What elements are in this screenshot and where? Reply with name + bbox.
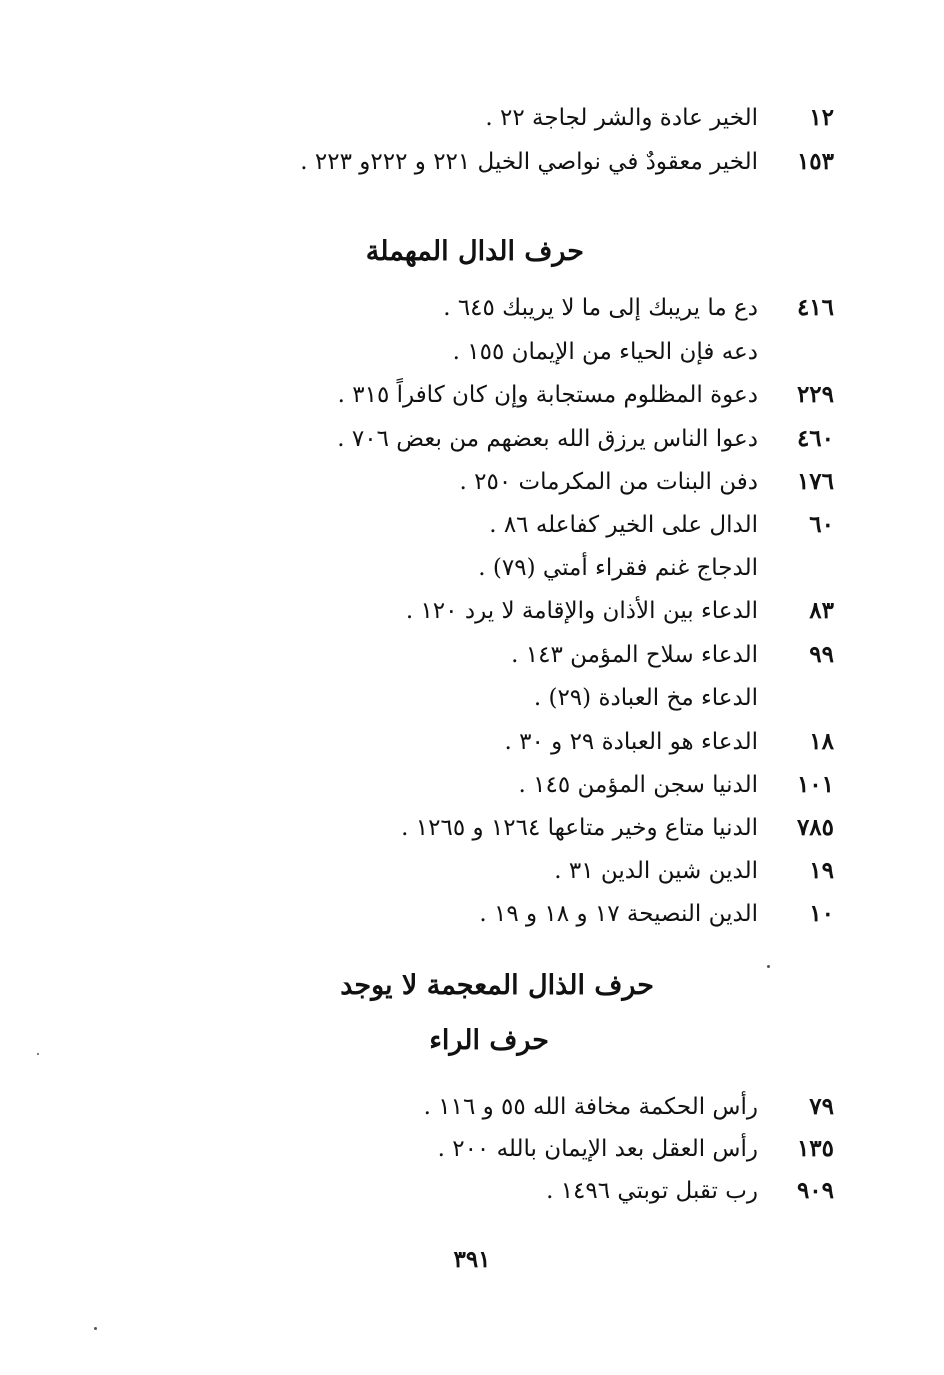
section-heading: حرف الراء	[429, 1025, 549, 1056]
entry-text: الخير عادة والشر لجاجة ٢٢ .	[485, 105, 758, 131]
entry-text: الدين النصيحة ١٧ و ١٨ و ١٩ .	[479, 901, 758, 927]
entry-number: ٧٨٥	[796, 814, 834, 841]
list-item	[114, 293, 834, 323]
list-item	[114, 510, 834, 540]
entry-text: الدعاء مخ العبادة (٢٩) .	[533, 685, 758, 711]
list-item	[114, 596, 834, 626]
list-item	[114, 727, 834, 757]
scan-speck	[94, 1327, 97, 1330]
entry-number: ١٩	[809, 857, 834, 884]
entry-text: دعوة المظلوم مستجابة وإن كان كافراً ٣١٥ .	[337, 382, 758, 408]
list-item	[114, 1176, 834, 1206]
list-item	[114, 424, 834, 454]
section-heading: حرف الذال المعجمة لا يوجد	[340, 970, 654, 1001]
entry-text: الدنيا متاع وخير متاعها ١٢٦٤ و ١٢٦٥ .	[401, 815, 758, 841]
list-item	[114, 147, 834, 177]
list-item	[114, 856, 834, 886]
entry-text: دعه فإن الحياء من الإيمان ١٥٥ .	[452, 339, 758, 365]
page-number: ٣٩١	[453, 1246, 491, 1273]
entry-text: رأس العقل بعد الإيمان بالله ٢٠٠ .	[437, 1136, 758, 1162]
entry-number: ١٠	[809, 900, 834, 927]
list-item	[114, 683, 834, 713]
entry-number: ١٨	[809, 728, 834, 755]
entry-text: دفن البنات من المكرمات ٢٥٠ .	[459, 469, 758, 495]
entry-text: الدعاء بين الأذان والإقامة لا يرد ١٢٠ .	[405, 598, 758, 624]
list-item	[114, 813, 834, 843]
list-item	[114, 380, 834, 410]
entry-text: دعوا الناس يرزق الله بعضهم من بعض ٧٠٦ .	[337, 426, 758, 452]
entry-number: ١٢	[809, 104, 834, 131]
entry-number: ٩٩	[809, 641, 834, 668]
entry-text: الدعاء سلاح المؤمن ١٤٣ .	[511, 642, 758, 668]
entry-number: ١٣٥	[796, 1135, 834, 1162]
entry-number: ٧٩	[809, 1093, 834, 1120]
list-item	[114, 640, 834, 670]
entry-number: ٦٠	[809, 511, 834, 538]
list-item	[114, 467, 834, 497]
entry-number: ٤٦٠	[796, 425, 834, 452]
entry-number: ٢٢٩	[796, 381, 834, 408]
entry-number: ٨٣	[809, 597, 834, 624]
section-heading: حرف الدال المهملة	[365, 236, 584, 267]
entry-number: ١٥٣	[796, 148, 834, 175]
entry-number: ١٧٦	[796, 468, 834, 495]
entry-text: دع ما يريبك إلى ما لا يريبك ٦٤٥ .	[443, 295, 758, 321]
list-item	[114, 1134, 834, 1164]
entry-text: الخير معقودٌ في نواصي الخيل ٢٢١ و ٢٢٢و ٢٢٣ .	[300, 149, 758, 175]
entry-text: رأس الحكمة مخافة الله ٥٥ و ١١٦ .	[423, 1094, 758, 1120]
entry-number: ٤١٦	[796, 294, 834, 321]
scan-speck	[767, 965, 770, 968]
entry-text: رب تقبل توبتي ١٤٩٦ .	[546, 1178, 758, 1204]
list-item	[114, 553, 834, 583]
scan-speck	[37, 1053, 39, 1055]
list-item	[114, 337, 834, 367]
entry-text: الدعاء هو العبادة ٢٩ و ٣٠ .	[504, 729, 758, 755]
entry-text: الدين شين الدين ٣١ .	[554, 858, 758, 884]
list-item	[114, 899, 834, 929]
list-item	[114, 770, 834, 800]
entry-text: الدجاج غنم فقراء أمتي (٧٩) .	[478, 555, 758, 581]
entry-text: الدال على الخير كفاعله ٨٦ .	[489, 512, 758, 538]
entry-number: ٩٠٩	[796, 1177, 834, 1204]
entry-text: الدنيا سجن المؤمن ١٤٥ .	[518, 772, 758, 798]
list-item	[114, 103, 834, 133]
list-item	[114, 1092, 834, 1122]
entry-number: ١٠١	[796, 771, 834, 798]
